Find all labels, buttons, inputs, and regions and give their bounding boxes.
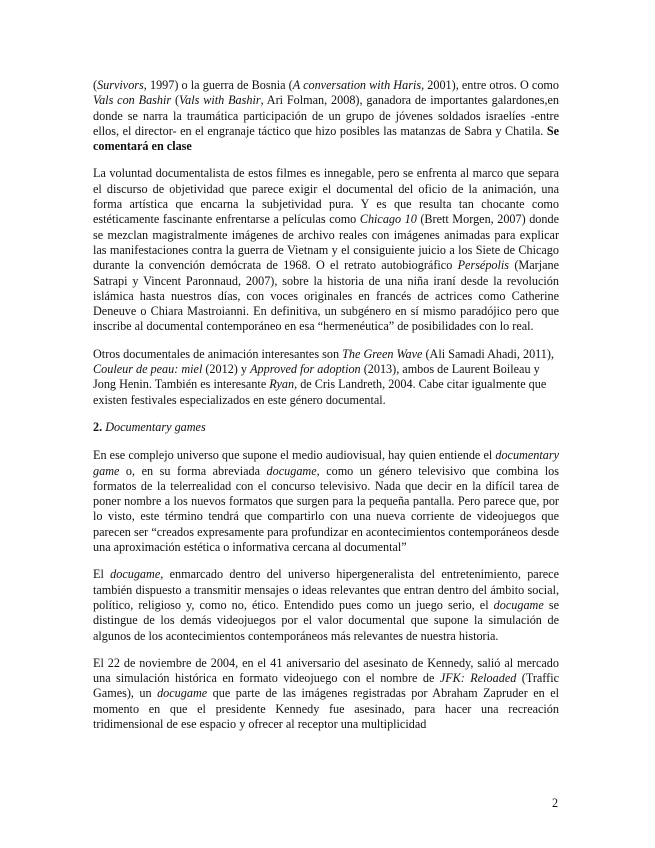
- paragraph-docugame-serious-game: El docugame, enmarcado dentro del universo hipergeneralista del entretenimiento, parece también dispuesto a transmitir mensajes o ideas relevantes que entran dentro del ámbito social, político, religioso y, como no, ético. Entendido pues como un juego serio, el docugame se distingue de los demás videojuegos por el valor documental que supone la simulación de algunos de los acontecimientos contemporáneos más relevantes de nuestra historia.: [93, 567, 559, 643]
- page-body: [93, 78, 559, 744]
- paragraph-jfk-reloaded: El 22 de noviembre de 2004, en el 41 aniversario del asesinato de Kennedy, salió al mercado una simulación histórica en formato videojuego con el nombre de JFK: Reloaded (Traffic Games), un docugame que parte de las imágenes registradas por Abraham Zapruder en el momento en que el presidente Kennedy fue asesinado, para hacer una recreación tridimensional de ese espacio y ofrecer al receptor una multiplicidad: [93, 655, 560, 731]
- paragraph-documentary-game-definition: En ese complejo universo que supone el medio audiovisual, hay quien entiende el documentary game o, en su forma abreviada docugame, como un género televisivo que combina los formatos de la telerrealidad con el concurso televisivo. Nada que decir en la difícil tarea de poner nombre a los nuevos formatos que surgen para la pequeña pantalla. Pero parece que, por lo visto, este término tendrá que compartirlo con una nueva corriente de videojuegos que parecen ser “creados expresamente para profundizar en acontecimientos contemporáneos desde una aproximación estética o informativa cercana al documental”: [93, 448, 559, 555]
- paragraph-other-animated-docs: Otros documentales de animación interesantes son The Green Wave (Ali Samadi Ahadi, 2011), Couleur de peau: miel (2012) y Approved for adoption (2013), ambos de Laurent Boileau y Jong Henin. También es interesante Ryan, de Cris Landreth, 2004. Cabe citar igualmente que existen festivales especializados en este género documental.: [93, 346, 554, 407]
- paragraph-documentary-will: La voluntad documentalista de estos filmes es innegable, pero se enfrenta al marco que separa el discurso de objetividad que parece exigir el documental del oficio de la animación, una forma artística que encarna la subjetividad pura. Y es que resulta tan chocante como estéticamente fascinante enfrentarse a películas como Chicago 10 (Brett Morgen, 2007) donde se mezclan magistralmente imágenes de archivo reales con imágenes animadas para explicar las manifestaciones contra la guerra de Vietnam y el consiguiente juicio a los Siete de Chicago durante la convención demócrata de 1968. O el retrato autobiográfico Persépolis (Marjane Satrapi y Vincent Paronnaud, 2007), sobre la historia de una niña iraní desde la revolución islámica hasta nuestros días, con voces originales en francés de actrices como Catherine Deneuve o Chiara Mastroianni. En definitiva, un subgénero en sí mismo paradójico pero que inscribe al documental contemporáneo en esa “hermenéutica” de posibilidades con lo real.: [93, 166, 560, 334]
- page-number: 2: [552, 796, 559, 810]
- paragraph-animated-docs-examples: (Survivors, 1997) o la guerra de Bosnia (A conversation with Haris, 2001), entre otros. O como Vals con Bashir (Vals with Bashir, Ari Folman, 2008), ganadora de importantes galardones,en donde se narra la traumática participación de un grupo de jóvenes soldados israelíes -entre ellos, el director- en el engranaje táctico que hizo posibles las matanzas de Sabra y Chatila. Se comentará en clase: [93, 78, 559, 154]
- section-heading: 2. Documentary games: [93, 419, 206, 434]
